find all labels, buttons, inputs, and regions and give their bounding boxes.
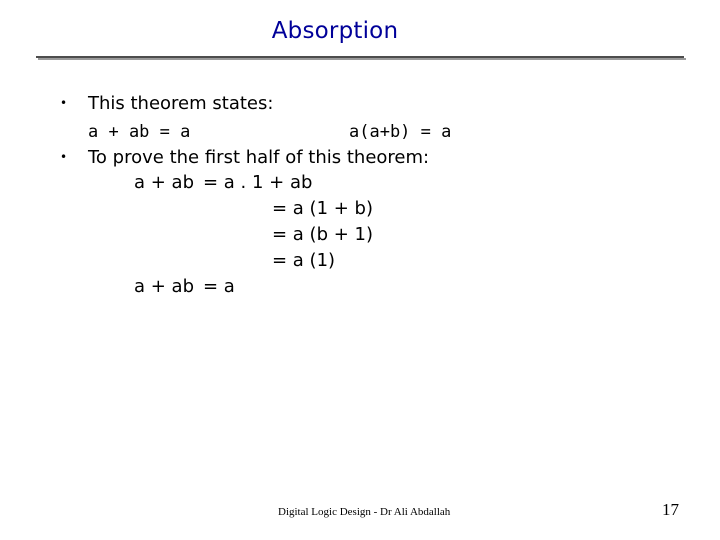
slide-title: Absorption [271,18,399,44]
bullet-text-1: This theorem states: [88,93,274,114]
page-number: 17 [662,500,679,519]
bullet-text-2: To prove the first half of this theorem: [88,147,430,168]
proof-rhs-4: = a (1) [272,250,336,271]
proof-rhs-2: = a (1 + b) [272,198,374,219]
slide-footer: Digital Logic Design - Dr Ali Abdallah [278,506,451,518]
bullet-dot-icon: • [60,150,68,164]
theorem-right: a(a+b) = a [349,122,452,142]
proof-rhs-1: = a . 1 + ab [203,172,313,193]
title-divider [36,56,684,58]
proof-lhs-5: a + ab [134,276,195,297]
theorem-left: a + ab = a [88,122,191,142]
proof-lhs-1: a + ab [134,172,195,193]
proof-rhs-3: = a (b + 1) [272,224,374,245]
proof-rhs-5: = a [203,276,235,297]
bullet-dot-icon: • [60,96,68,110]
